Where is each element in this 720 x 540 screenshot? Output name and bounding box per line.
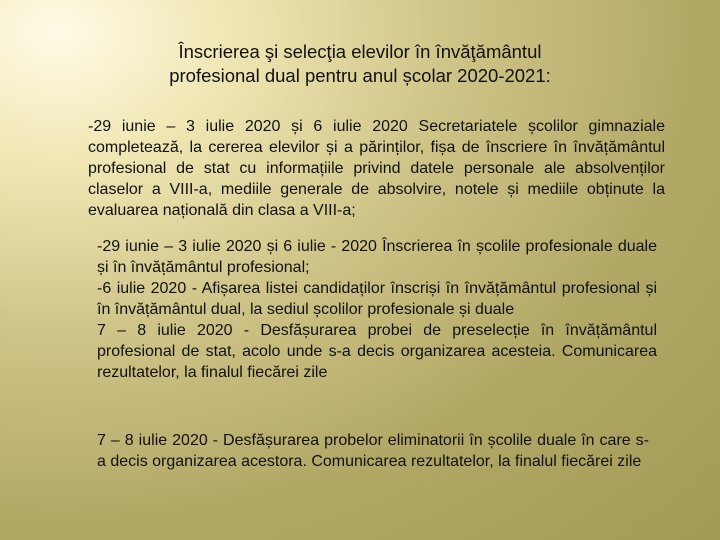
paragraph-eliminatory-tests: 7 – 8 iulie 2020 - Desfășurarea probelor eliminatorii în școlile duale în care s-a decis organizarea acestora. Comunicarea rezultatelor, la finalul fiecărei zile (97, 432, 649, 470)
slide-title (90, 40, 630, 88)
schedule-list-display: -6 iulie 2020 - Afișarea listei candidaților înscriși în învățământul profesional și în învățământul dual, la sediul școlilor profesionale și duale (97, 280, 657, 318)
paragraph-secretariat: -29 iunie – 3 iulie 2020 și 6 iulie 2020 Secretariatele școlilor gimnaziale completează, la cererea elevilor și a părinților, fișa de înscriere în învățământul profesional de stat cu informațiile privind datele personale ale absolvenților claselor a VIII-a, mediile generale de absolvire, notele și mediile obținute la evaluarea națională din clasa a VIII-a; (88, 118, 665, 219)
schedule-preselection: 7 – 8 iulie 2020 - Desfășurarea probei de preselecție în învățământul profesional de stat, acolo unde s-a decis organizarea acesteia. Comunicarea rezultatelor, la finalul fiecărei zile (97, 322, 657, 381)
schedule-block (97, 236, 657, 383)
schedule-enrollment: -29 iunie – 3 iulie 2020 și 6 iulie - 2020 Înscrierea în școlile profesionale duale și în învățământul profesional; (97, 238, 657, 276)
title-line-1: Înscrierea şi selecţia elevilor în învăţământul (178, 41, 542, 62)
title-line-2: profesional dual pentru anul școlar 2020-2021: (169, 65, 551, 86)
